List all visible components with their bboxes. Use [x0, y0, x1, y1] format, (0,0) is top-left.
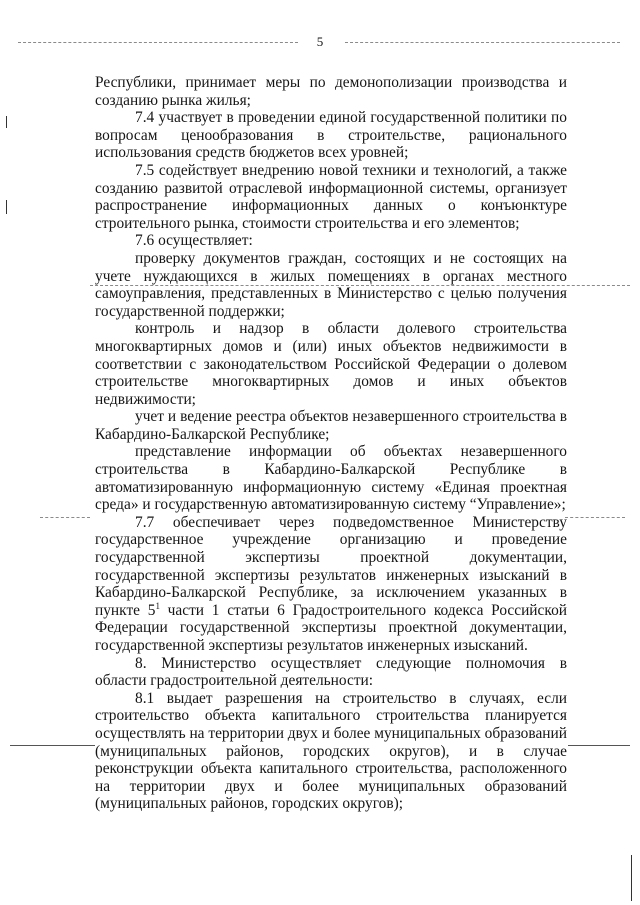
paragraph: 8.1 выдает разрешения на строительство в случаях, если строительство объекта капитального строительства планируется осуществлять на территории двух и более муниципальных образований (муниципальных районов, городских округов), и в случае реконструкции объекта капитального строительства, расположенного на территории двух и более муниципальных образований (муниципальных районов, городских округов);: [95, 689, 567, 813]
paragraph-text: 7.7 обеспечивает через подведомственное Министерству государственное учреждение организацию и проведение государственной экспертизы проектной документации, государственной экспертизы результатов инженерных изысканий в Кабардино-Балкарской Республике, за исключением указанных в пункте 5: [95, 513, 567, 619]
paragraph: учет и ведение реестра объектов незавершенного строительства в Кабардино-Балкарской Республике;: [95, 408, 567, 443]
scan-artifact-line: [568, 745, 630, 746]
page-number: 5: [316, 34, 324, 49]
superscript: 1: [155, 600, 160, 611]
paragraph: 7.6 осуществляет:: [135, 232, 253, 250]
scan-artifact-mark: [6, 200, 7, 214]
scan-artifact-line: [10, 745, 95, 746]
paragraph-text: части 1 статьи 6 Градостроительного кодекса Российской Федерации государственной экспертизы проектной документации, государственной экспертизы результатов инженерных изысканий.: [95, 601, 567, 654]
scan-artifact-mark: [6, 116, 7, 128]
document-body: [95, 74, 567, 813]
paragraph: 8. Министерство осуществляет следующие полномочия в области градостроительной деятельности:: [95, 654, 567, 690]
scan-artifact-mark: [631, 855, 632, 901]
paragraph: Республики, принимает меры по демонополизации производства и созданию рынка жилья;: [95, 74, 567, 109]
paragraph: представление информации об объектах незавершенного строительства в Кабардино-Балкарской Республике в автоматизированную информационную систему «Единая проектная среда» и государственную автоматизированную систему “Управление»;: [95, 443, 567, 514]
paragraph: 7.5 содействует внедрению новой техники и технологий, а также созданию развитой отраслевой информационной системы, организует распространение информационных данных о конъюнктуре строительного рынка, стоимости строительства и его элементов;: [95, 161, 567, 232]
scan-artifact-line: [40, 517, 90, 518]
scan-artifact-line: [565, 517, 625, 518]
paragraph: проверку документов граждан, состоящих и не состоящих на учете нуждающихся в жилых помещениях в органах местного самоуправления, представленных в Министерство с целью получения государственной поддержки;: [95, 249, 567, 320]
paragraph: [95, 514, 567, 655]
paragraph: контроль и надзор в области долевого строительства многоквартирных домов и (или) иных объектов недвижимости в соответствии с законодательством Российской Федерации о долевом строительстве многоквартирных домов и иных объектов недвижимости;: [95, 320, 567, 408]
paragraph: 7.4 участвует в проведении единой государственной политики по вопросам ценообразования в строительстве, рационального использования средств бюджетов всех уровней;: [95, 109, 567, 162]
